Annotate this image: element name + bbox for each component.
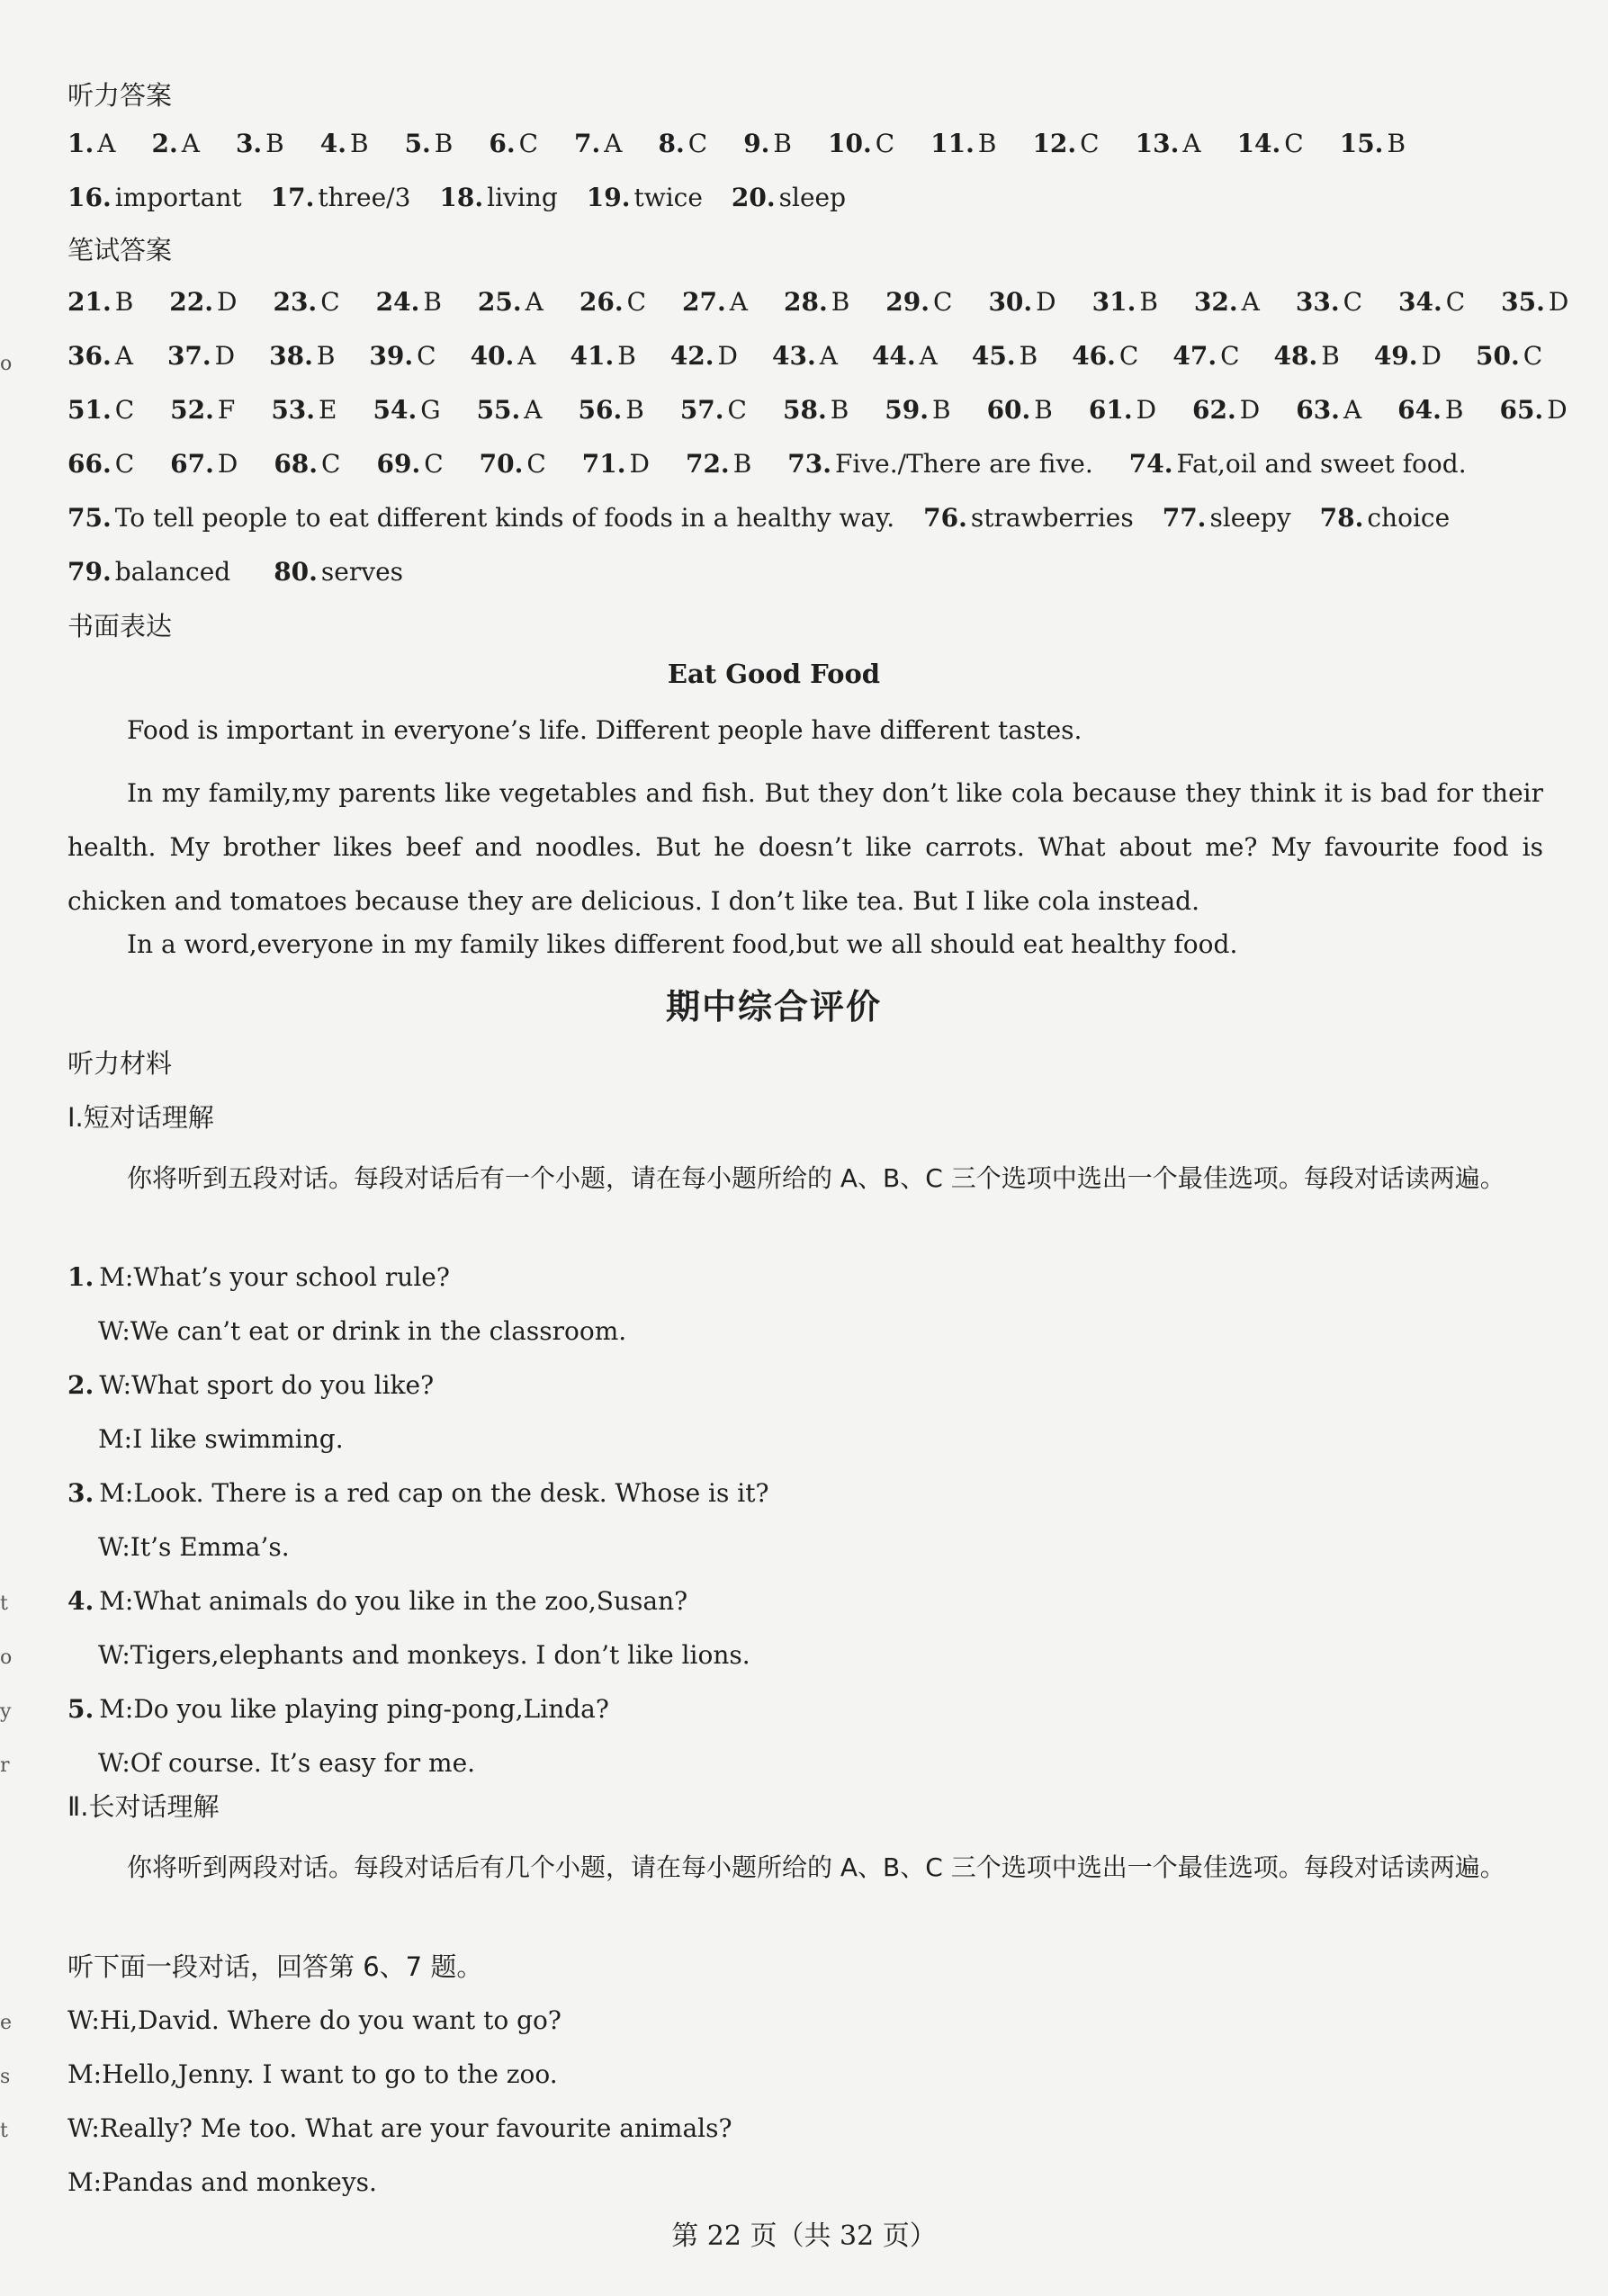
- answer-item: [885, 392, 950, 428]
- answer-value: B: [114, 287, 134, 317]
- answer-item: [1397, 392, 1463, 428]
- answer-item: [480, 446, 546, 482]
- answer-item: [1129, 446, 1467, 482]
- answer-value: A: [1182, 129, 1201, 158]
- answer-value: strawberries: [970, 503, 1134, 533]
- answer-value: C: [626, 287, 647, 317]
- answer-item: [659, 126, 708, 162]
- question-number: 23.: [273, 287, 318, 317]
- long-dialog-line: W:Really? Me too. What are your favourite animals?: [67, 2113, 732, 2143]
- answer-value: B: [1387, 129, 1406, 158]
- answer-item: [930, 126, 996, 162]
- answer-item: [405, 126, 454, 162]
- question-number: 32.: [1193, 287, 1238, 317]
- answer-item: [67, 392, 134, 428]
- question-number: 41.: [570, 341, 615, 371]
- answer-value: sleep: [778, 183, 847, 212]
- answer-value: B: [773, 129, 792, 158]
- question-number: 19.: [586, 183, 631, 212]
- answer-item: [1072, 338, 1138, 374]
- answer-value: C: [1118, 341, 1139, 371]
- dialog-line: [67, 1368, 1543, 1404]
- answer-item: [1136, 126, 1201, 162]
- answer-value: B: [1019, 341, 1038, 371]
- answer-value: D: [217, 449, 238, 479]
- answer-item: [1501, 284, 1568, 320]
- question-number: 61.: [1088, 395, 1133, 425]
- answer-value: C: [875, 129, 895, 158]
- answer-value: choice: [1367, 503, 1451, 533]
- question-number: 51.: [67, 395, 112, 425]
- answer-value: A: [114, 341, 133, 371]
- answer-item: [67, 500, 894, 536]
- answer-item: [170, 446, 238, 482]
- answer-value: C: [687, 129, 708, 158]
- answer-value: important: [114, 183, 242, 212]
- answer-item: [828, 126, 894, 162]
- answer-value: D: [1548, 287, 1569, 317]
- question-number: 50.: [1475, 341, 1520, 371]
- edge-mark: o: [0, 353, 13, 375]
- question-number: 45.: [971, 341, 1016, 371]
- answer-item: [1398, 284, 1465, 320]
- answer-value: E: [319, 395, 337, 425]
- answer-item: [269, 338, 335, 374]
- written-answers-heading: 笔试答案: [67, 235, 173, 265]
- answer-row: [67, 284, 1569, 320]
- answer-item: [1320, 500, 1451, 536]
- question-number: 30.: [988, 287, 1033, 317]
- question-number: 76.: [923, 503, 967, 533]
- answer-value: B: [732, 449, 752, 479]
- answer-value: C: [1445, 287, 1466, 317]
- question-number: 28.: [783, 287, 828, 317]
- dialog-number: 5.: [67, 1694, 94, 1724]
- answer-value: C: [1343, 287, 1363, 317]
- question-number: 46.: [1072, 341, 1116, 371]
- question-number: 17.: [270, 183, 315, 212]
- answer-item: [1163, 500, 1291, 536]
- answer-value: serves: [320, 557, 404, 587]
- answer-item: [67, 446, 134, 482]
- answer-value: C: [933, 287, 953, 317]
- answer-value: To tell people to eat different kinds of foods in a healthy way.: [114, 503, 895, 533]
- answer-value: sleepy: [1209, 503, 1291, 533]
- answer-item: [1499, 392, 1567, 428]
- question-number: 14.: [1236, 129, 1281, 158]
- question-number: 8.: [658, 129, 685, 158]
- answer-item: [273, 284, 339, 320]
- answer-item: [1172, 338, 1239, 374]
- answer-item: [67, 126, 115, 162]
- question-number: 6.: [489, 129, 516, 158]
- question-number: 48.: [1273, 341, 1318, 371]
- answer-value: C: [727, 395, 747, 425]
- answer-item: [772, 338, 838, 374]
- question-number: 58.: [782, 395, 827, 425]
- answer-item: [439, 180, 557, 216]
- answer-value: Five./There are five.: [834, 449, 1093, 479]
- edge-mark: t: [0, 1592, 8, 1615]
- answer-item: [369, 338, 436, 374]
- part1-instructions: 你将听到五段对话。每段对话后有一个小题，请在每小题所给的 A、B、C 三个选项中选出一个最佳选项。每段对话读两遍。: [127, 1163, 1505, 1193]
- question-number: 22.: [169, 287, 214, 317]
- listening-answers-heading: 听力答案: [67, 80, 173, 111]
- answer-item: [373, 392, 440, 428]
- answer-value: B: [423, 287, 442, 317]
- question-number: 10.: [828, 129, 872, 158]
- answer-value: D: [217, 287, 238, 317]
- dialog-line: [67, 1583, 1543, 1619]
- answer-value: A: [729, 287, 748, 317]
- question-number: 26.: [579, 287, 624, 317]
- answer-value: F: [217, 395, 236, 425]
- answer-item: [271, 180, 411, 216]
- answer-value: C: [526, 449, 546, 479]
- question-number: 60.: [986, 395, 1031, 425]
- answer-value: B: [1444, 395, 1464, 425]
- answer-item: [1032, 126, 1099, 162]
- answer-item: [1340, 126, 1406, 162]
- question-number: 35.: [1501, 287, 1545, 317]
- question-number: 20.: [731, 183, 776, 212]
- answer-item: [579, 284, 646, 320]
- answer-value: A: [524, 395, 543, 425]
- dialog-line: W:Tigers,elephants and monkeys. I don’t like lions.: [98, 1640, 750, 1670]
- answer-item: [477, 392, 543, 428]
- dialog-line: W:It’s Emma’s.: [98, 1532, 290, 1562]
- essay-paragraph: In my family,my parents like vegetables and fish. But they don’t like cola because they think it is bad for their health. My brother likes beef and noodles. But he doesn’t like carrots. What about me? My favourite food is chicken and tomatoes because they are delicious. I don’t like tea. But I like cola instead.: [67, 778, 1543, 916]
- answer-item: [570, 338, 636, 374]
- question-number: 21.: [67, 287, 112, 317]
- part2-lead: 听下面一段对话，回答第 6、7 题。: [67, 1951, 483, 1982]
- answer-item: [67, 554, 230, 590]
- question-number: 38.: [269, 341, 313, 371]
- dialog-text: M:What’s your school rule?: [99, 1262, 450, 1292]
- question-number: 71.: [581, 449, 626, 479]
- question-number: 42.: [669, 341, 714, 371]
- answer-item: [587, 180, 703, 216]
- dialog-text: M:Do you like playing ping-pong,Linda?: [99, 1694, 609, 1724]
- answer-value: B: [932, 395, 951, 425]
- answer-item: [1476, 338, 1542, 374]
- question-number: 13.: [1135, 129, 1180, 158]
- question-number: 80.: [274, 557, 318, 587]
- answer-value: B: [617, 341, 636, 371]
- answer-value: C: [1284, 129, 1304, 158]
- answer-value: A: [1343, 395, 1362, 425]
- edge-mark: r: [0, 1754, 10, 1777]
- answer-value: A: [97, 129, 116, 158]
- dialog-line: M:I like swimming.: [98, 1424, 344, 1454]
- answer-item: [682, 284, 748, 320]
- answer-value: A: [1241, 287, 1260, 317]
- answer-value: B: [265, 129, 284, 158]
- answer-item: [1296, 284, 1362, 320]
- question-number: 24.: [375, 287, 420, 317]
- answer-value: B: [316, 341, 336, 371]
- question-number: 55.: [476, 395, 521, 425]
- question-number: 77.: [1162, 503, 1207, 533]
- essay-paragraph: In a word,everyone in my family likes different food,but we all should eat healthy food.: [127, 929, 1238, 959]
- essay-title: Eat Good Food: [667, 659, 881, 689]
- question-number: 52.: [170, 395, 214, 425]
- listening-material-heading: 听力材料: [67, 1048, 173, 1079]
- question-number: 75.: [67, 503, 112, 533]
- part2-instructions: 你将听到两段对话。每段对话后有几个小题，请在每小题所给的 A、B、C 三个选项中选出一个最佳选项。每段对话读两遍。: [127, 1852, 1505, 1882]
- answer-item: [376, 284, 442, 320]
- answer-value: B: [625, 395, 644, 425]
- long-dialog-line: M:Pandas and monkeys.: [67, 2167, 377, 2197]
- answer-value: B: [831, 287, 850, 317]
- answer-value: living: [487, 183, 558, 212]
- answer-value: A: [517, 341, 536, 371]
- answer-value: D: [1421, 341, 1442, 371]
- question-number: 43.: [772, 341, 816, 371]
- answer-value: A: [525, 287, 543, 317]
- answer-value: D: [214, 341, 236, 371]
- question-number: 1.: [67, 129, 94, 158]
- answer-item: [872, 338, 938, 374]
- answer-value: C: [1220, 341, 1240, 371]
- dialog-text: W:What sport do you like?: [99, 1370, 435, 1400]
- answer-item: [478, 284, 543, 320]
- answer-item: [274, 554, 403, 590]
- dialog-number: 1.: [67, 1262, 94, 1292]
- answer-item: [680, 392, 747, 428]
- answer-item: [670, 338, 738, 374]
- answer-item: [471, 338, 536, 374]
- dialog-number: 4.: [67, 1586, 94, 1616]
- dialog-line: [67, 1691, 1543, 1727]
- answer-item: [67, 180, 242, 216]
- answer-value: B: [977, 129, 997, 158]
- question-number: 53.: [271, 395, 316, 425]
- answer-value: D: [1036, 287, 1056, 317]
- question-number: 11.: [930, 129, 975, 158]
- answer-row: [67, 554, 1543, 590]
- answer-value: B: [1321, 341, 1340, 371]
- answer-value: G: [420, 395, 441, 425]
- question-number: 56.: [578, 395, 623, 425]
- answer-item: [686, 446, 751, 482]
- long-dialog-line: M:Hello,Jenny. I want to go to the zoo.: [67, 2059, 558, 2089]
- answer-value: C: [424, 449, 444, 479]
- question-number: 44.: [871, 341, 916, 371]
- section-title: 期中综合评价: [665, 987, 882, 1027]
- question-number: 57.: [679, 395, 724, 425]
- question-number: 59.: [885, 395, 929, 425]
- answer-item: [167, 338, 235, 374]
- question-number: 74.: [1128, 449, 1173, 479]
- answer-item: [783, 392, 849, 428]
- question-number: 62.: [1192, 395, 1236, 425]
- answer-item: [582, 446, 650, 482]
- question-number: 78.: [1319, 503, 1364, 533]
- answer-item: [787, 446, 1092, 482]
- answer-value: C: [114, 395, 135, 425]
- part1-heading: Ⅰ.短对话理解: [67, 1102, 214, 1133]
- question-number: 18.: [439, 183, 484, 212]
- answer-item: [784, 284, 849, 320]
- answer-value: C: [1523, 341, 1543, 371]
- answer-item: [1192, 392, 1260, 428]
- question-number: 3.: [235, 129, 263, 158]
- edge-mark: s: [0, 2066, 11, 2088]
- question-number: 15.: [1339, 129, 1384, 158]
- answer-value: B: [349, 129, 369, 158]
- answer-value: C: [320, 287, 340, 317]
- answer-item: [987, 392, 1053, 428]
- question-number: 47.: [1172, 341, 1217, 371]
- answer-item: [972, 338, 1038, 374]
- answer-row: [67, 500, 1543, 536]
- question-number: 2.: [151, 129, 178, 158]
- question-number: 7.: [574, 129, 601, 158]
- answer-item: [574, 126, 622, 162]
- answer-item: [169, 284, 237, 320]
- question-number: 4.: [319, 129, 346, 158]
- question-number: 33.: [1295, 287, 1340, 317]
- question-number: 64.: [1397, 395, 1442, 425]
- answer-row: [67, 392, 1568, 428]
- question-number: 36.: [67, 341, 112, 371]
- question-number: 27.: [682, 287, 726, 317]
- answer-value: B: [830, 395, 849, 425]
- answer-item: [1274, 338, 1340, 374]
- question-number: 9.: [743, 129, 770, 158]
- answer-item: [988, 284, 1056, 320]
- question-number: 69.: [376, 449, 421, 479]
- answer-value: C: [1080, 129, 1100, 158]
- answer-row: [67, 180, 1543, 216]
- answer-item: [1296, 392, 1361, 428]
- answer-item: [885, 284, 952, 320]
- question-number: 5.: [404, 129, 431, 158]
- question-number: 29.: [885, 287, 930, 317]
- question-number: 67.: [170, 449, 214, 479]
- answer-value: balanced: [114, 557, 231, 587]
- answer-item: [170, 392, 235, 428]
- answer-value: D: [1136, 395, 1157, 425]
- question-number: 63.: [1296, 395, 1340, 425]
- dialog-number: 3.: [67, 1478, 94, 1508]
- question-number: 49.: [1373, 341, 1418, 371]
- question-number: 65.: [1499, 395, 1544, 425]
- answer-item: [1089, 392, 1156, 428]
- question-number: 73.: [787, 449, 831, 479]
- answer-value: C: [114, 449, 135, 479]
- answer-item: [236, 126, 284, 162]
- answer-item: [1092, 284, 1158, 320]
- answer-item: [489, 126, 538, 162]
- answer-value: C: [417, 341, 436, 371]
- answer-item: [151, 126, 199, 162]
- answer-value: D: [1239, 395, 1261, 425]
- dialog-text: M:Look. There is a red cap on the desk. Whose is it?: [99, 1478, 769, 1508]
- answer-value: B: [434, 129, 454, 158]
- answer-value: Fat,oil and sweet food.: [1176, 449, 1467, 479]
- question-number: 68.: [274, 449, 319, 479]
- part2-heading: Ⅱ.长对话理解: [67, 1791, 220, 1822]
- answer-item: [732, 180, 846, 216]
- answer-row: [67, 446, 1543, 482]
- answer-value: B: [1139, 287, 1158, 317]
- answer-value: twice: [633, 183, 703, 212]
- essay-paragraph: Food is important in everyone’s life. Different people have different tastes.: [127, 715, 1082, 745]
- answer-item: [271, 392, 337, 428]
- answer-item: [320, 126, 369, 162]
- answer-value: A: [181, 129, 200, 158]
- answer-value: D: [717, 341, 738, 371]
- answer-item: [1237, 126, 1304, 162]
- question-number: 39.: [369, 341, 414, 371]
- answer-item: [579, 392, 644, 428]
- dialog-line: [67, 1475, 1543, 1511]
- answer-value: C: [321, 449, 341, 479]
- answer-value: A: [604, 129, 623, 158]
- edge-mark: y: [0, 1700, 12, 1723]
- writing-heading: 书面表达: [67, 611, 173, 641]
- answer-value: D: [629, 449, 650, 479]
- page-footer: 第 22 页（共 32 页）: [671, 2220, 937, 2252]
- answer-item: [67, 338, 133, 374]
- question-number: 79.: [67, 557, 112, 587]
- dialog-line: W:Of course. It’s easy for me.: [98, 1748, 476, 1778]
- question-number: 40.: [470, 341, 515, 371]
- question-number: 54.: [373, 395, 418, 425]
- answer-value: B: [1034, 395, 1053, 425]
- edge-mark: e: [0, 2012, 13, 2034]
- question-number: 12.: [1032, 129, 1077, 158]
- answer-value: A: [919, 341, 938, 371]
- dialog-number: 2.: [67, 1370, 94, 1400]
- edge-mark: o: [0, 1646, 13, 1669]
- answer-row: [67, 338, 1543, 374]
- answer-item: [743, 126, 792, 162]
- answer-value: A: [819, 341, 838, 371]
- answer-item: [923, 500, 1134, 536]
- answer-item: [274, 446, 340, 482]
- edge-mark: t: [0, 2120, 8, 2142]
- answer-value: three/3: [318, 183, 411, 212]
- question-number: 34.: [1398, 287, 1442, 317]
- answer-value: D: [1547, 395, 1568, 425]
- long-dialog-line: W:Hi,David. Where do you want to go?: [67, 2005, 561, 2035]
- answer-row: [67, 126, 1543, 162]
- answer-item: [376, 446, 443, 482]
- question-number: 16.: [67, 183, 112, 212]
- dialog-line: W:We can’t eat or drink in the classroom.: [98, 1316, 627, 1346]
- dialog-line: [67, 1260, 1543, 1296]
- answer-item: [67, 284, 133, 320]
- question-number: 66.: [67, 449, 112, 479]
- question-number: 37.: [166, 341, 211, 371]
- answer-value: C: [518, 129, 539, 158]
- dialog-text: M:What animals do you like in the zoo,Susan?: [99, 1586, 688, 1616]
- question-number: 31.: [1091, 287, 1136, 317]
- question-number: 72.: [685, 449, 730, 479]
- question-number: 25.: [477, 287, 522, 317]
- answer-item: [1194, 284, 1260, 320]
- answer-item: [1374, 338, 1442, 374]
- question-number: 70.: [479, 449, 524, 479]
